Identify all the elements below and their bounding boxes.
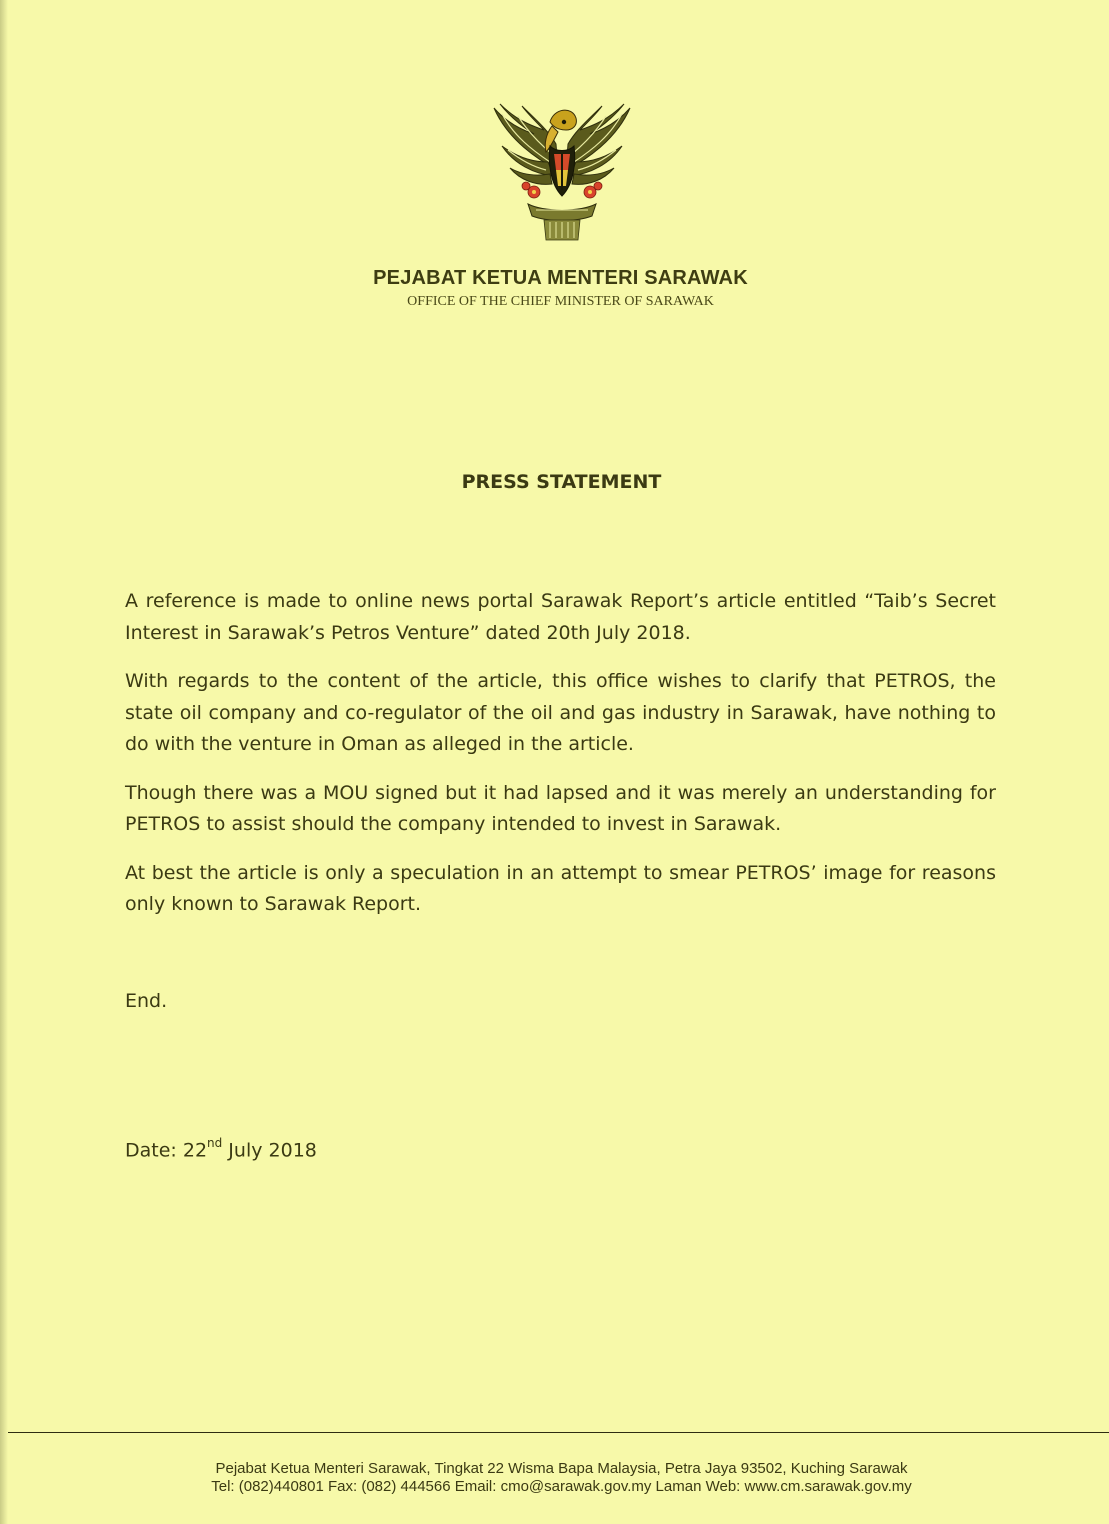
- footer-contact: Tel: (082)440801 Fax: (082) 444566 Email: cmo@sarawak.gov.my Laman Web: www.cm.sarawak.gov.my: [211, 1478, 912, 1495]
- statement-paragraph-4: At best the article is only a speculation in an attempt to smear PETROS’ image for reasons only known to Sarawak Report.: [125, 861, 996, 915]
- office-name-english: OFFICE OF THE CHIEF MINISTER OF SARAWAK: [407, 294, 714, 309]
- footer-address: Pejabat Ketua Menteri Sarawak, Tingkat 22 Wisma Bapa Malaysia, Petra Jaya 93502, Kuching Sarawak: [215, 1460, 908, 1477]
- office-name-malay: PEJABAT KETUA MENTERI SARAWAK: [373, 267, 748, 289]
- sarawak-coat-of-arms-icon: [488, 100, 636, 245]
- statement-paragraph-3: Though there was a MOU signed but it had lapsed and it was merely an understanding for PETROS to assist should the company intended to invest in Sarawak.: [125, 781, 996, 835]
- closing-text: End.: [125, 990, 168, 1012]
- statement-date: [125, 1138, 317, 1161]
- date-month-year: July 2018: [222, 1139, 317, 1162]
- statement-paragraph-2: With regards to the content of the article, this office wishes to clarify that PETROS, the state oil company and co-regulator of the oil and gas industry in Sarawak, have nothing to do with the venture in Oman as alleged in the article.: [125, 670, 996, 755]
- statement-paragraph-1: A reference is made to online news portal Sarawak Report’s article entitled “Taib’s Secret Interest in Sarawak’s Petros Venture” dated 20th July 2018.: [125, 590, 996, 644]
- statement-body: [125, 586, 996, 938]
- page-edge-shadow: [0, 0, 8, 1524]
- date-ordinal-suffix: nd: [207, 1136, 223, 1150]
- date-label: Date: 22: [125, 1139, 208, 1162]
- footer-divider: [8, 1432, 1109, 1433]
- document-heading: PRESS STATEMENT: [461, 471, 662, 493]
